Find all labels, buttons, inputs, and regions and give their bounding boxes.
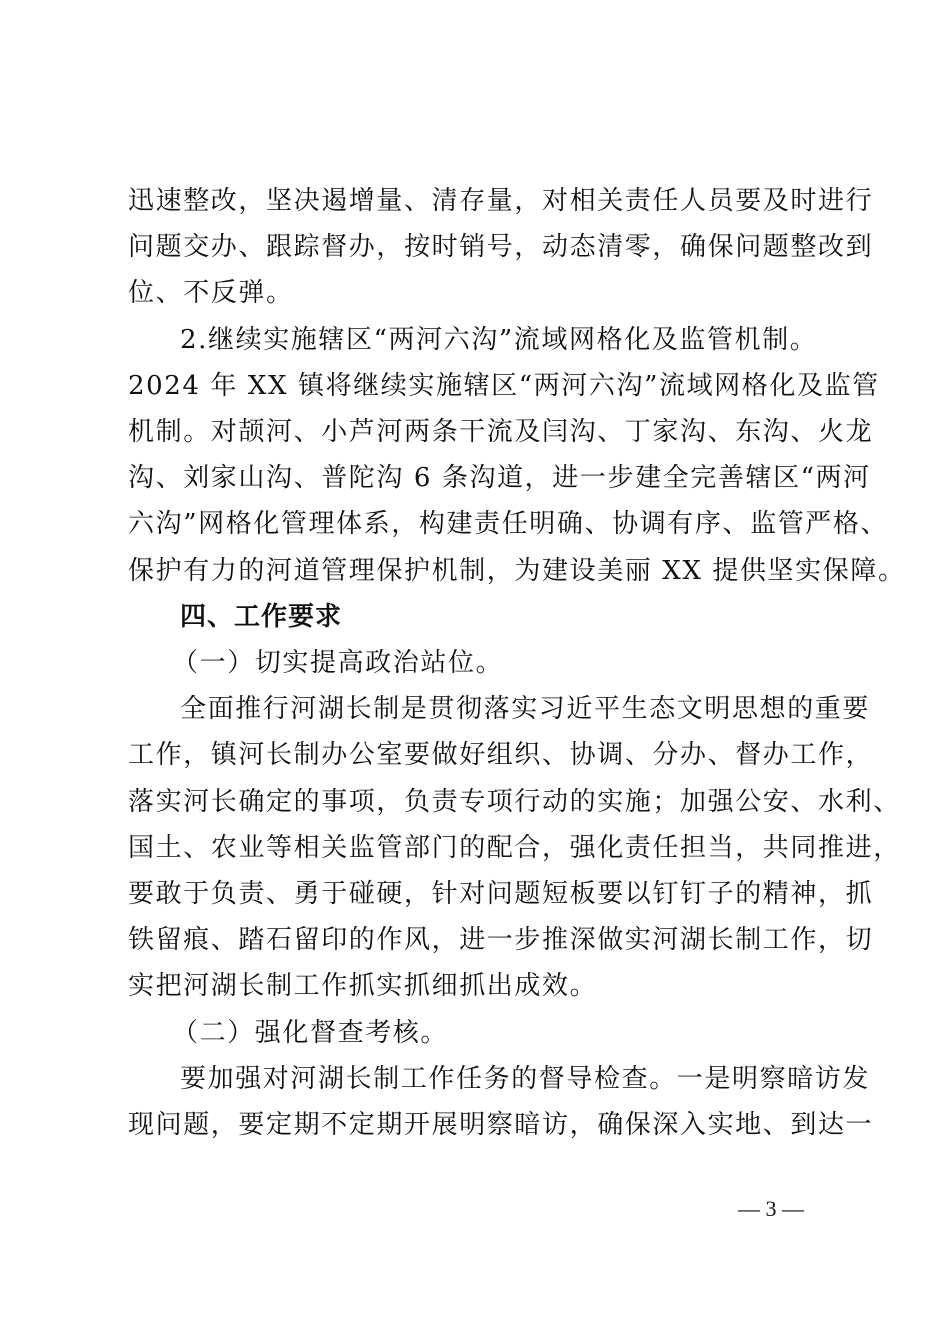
text-line: 全面推行河湖长制是贯彻落实习近平生态文明思想的重要 <box>180 694 871 724</box>
text-line: 迅速整改，坚决遏增量、清存量，对相关责任人员要及时进行 <box>128 186 874 216</box>
text-line: 保护有力的河道管理保护机制，为建设美丽 XX 提供坚实保障。 <box>128 556 906 586</box>
item-heading: 2.继续实施辖区“两河六沟”流域网格化及监管机制。 <box>180 325 818 355</box>
section-heading: 四、工作要求 <box>180 602 343 632</box>
text-line: 机制。对颉河、小芦河两条干流及闫沟、丁家沟、东沟、火龙 <box>128 417 874 447</box>
text-line: 问题交办、跟踪督办，按时销号，动态清零，确保问题整改到 <box>128 232 874 262</box>
text-line: 要敢于负责、勇于碰硬，针对问题短板要以钉钉子的精神，抓 <box>128 879 874 909</box>
subsection-heading: （二）强化督查考核。 <box>172 1018 449 1048</box>
text-line: 工作，镇河长制办公室要做好组织、协调、分办、督办工作， <box>128 740 874 770</box>
text-line: 实把河湖长制工作抓实抓细抓出成效。 <box>128 971 598 1001</box>
text-line: 2024 年 XX 镇将继续实施辖区“两河六沟”流域网格化及监管 <box>128 371 880 401</box>
text-line: 要加强对河湖长制工作任务的督导检查。一是明察暗访发 <box>180 1064 871 1094</box>
text-line: 沟、刘家山沟、普陀沟 6 条沟道，进一步建全完善辖区“两河 <box>128 463 871 493</box>
text-line: 落实河长确定的事项，负责专项行动的实施；加强公安、水利、 <box>128 787 901 817</box>
text-line: 国土、农业等相关监管部门的配合，强化责任担当，共同推进， <box>128 833 901 863</box>
text-line: 现问题，要定期不定期开展明察暗访，确保深入实地、到达一 <box>128 1110 874 1140</box>
subsection-heading: （一）切实提高政治站位。 <box>172 648 504 678</box>
text-line: 位、不反弹。 <box>128 278 294 308</box>
text-line: 六沟”网格化管理体系，构建责任明确、协调有序、监管严格、 <box>128 509 889 539</box>
page-number: — 3 — <box>738 1196 804 1221</box>
text-line: 铁留痕、踏石留印的作风，进一步推深做实河湖长制工作，切 <box>128 925 874 955</box>
